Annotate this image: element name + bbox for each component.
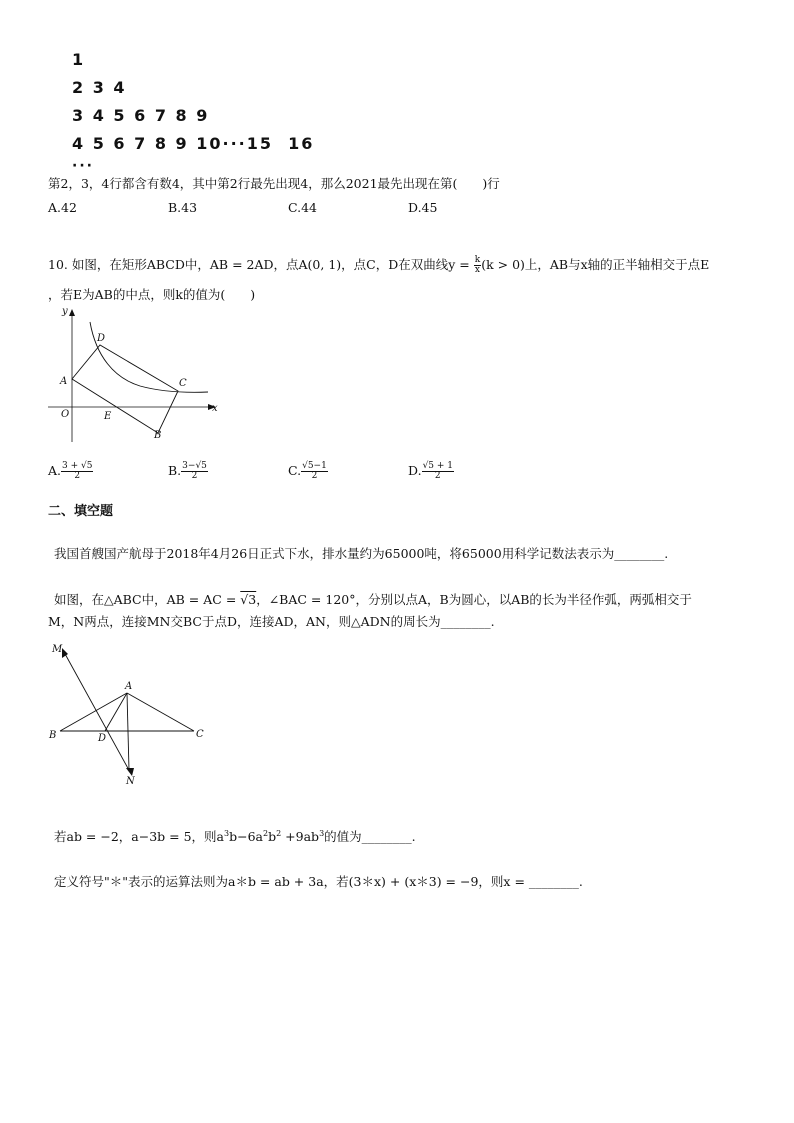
label-m: M [52, 644, 63, 655]
option-prefix: B. [168, 463, 182, 478]
section-title: 二、填空题 [48, 504, 114, 519]
frac-num: 3−√5 [182, 461, 207, 471]
y-axis-arrow [69, 309, 75, 316]
fill3-sup-2: 2 [263, 829, 269, 838]
frac-num: √5 + 1 [422, 461, 454, 471]
q9-option-a: A.42 [48, 200, 77, 215]
fill3-part-e: 的值为________. [324, 829, 416, 845]
q10-figure [44, 304, 224, 446]
fill3-sup-1: 3 [224, 829, 230, 838]
fill3-sup-4: 3 [319, 829, 325, 838]
fill2-part-b: ，∠BAC = 120°，分别以点A，B为圆心，以AB的长为半径作弧，两弧相交于 [256, 592, 692, 607]
frac-den: 2 [434, 471, 441, 481]
rectangle-abcd [72, 345, 178, 433]
number-row-2: 2 3 4 [72, 78, 127, 97]
fill2-sqrt3: √3 [240, 592, 257, 607]
number-row-3: 3 4 5 6 7 8 9 [72, 106, 210, 125]
label-c: C [179, 378, 187, 389]
q10-option-b [168, 462, 208, 481]
arrow-m [62, 648, 68, 658]
label-a: A [60, 376, 68, 387]
option-fraction [61, 462, 93, 481]
label-b: B [49, 730, 57, 741]
option-fraction [422, 462, 454, 481]
label-o: O [61, 409, 70, 420]
option-prefix: A. [48, 463, 62, 478]
option-prefix: D. [408, 463, 422, 478]
fill3-part-b: b−6a [229, 829, 263, 845]
q10-line1-part-b: (k > 0)上，AB与x轴的正半轴相交于点E [481, 257, 710, 272]
q10-line2: ，若E为AB的中点，则k的值为( ) [48, 287, 256, 302]
fill3-sup-3: 2 [276, 829, 282, 838]
q10-option-d [408, 462, 454, 481]
option-fraction [181, 462, 208, 481]
option-fraction [301, 462, 328, 481]
fill-question-2-line1 [54, 592, 692, 608]
frac-num: 3 + √5 [62, 461, 93, 471]
frac-den: 2 [74, 471, 81, 481]
fill2-part-a: 如图，在△ABC中，AB = AC = [54, 592, 241, 607]
q9-option-c: C.44 [288, 200, 317, 215]
frac-num: √5−1 [302, 461, 327, 471]
fill3-part-a: 若ab = −2，a−3b = 5，则a [54, 829, 225, 845]
q10-option-a [48, 462, 93, 481]
fill-question-4: 定义符号"＊"表示的运算法则为a＊b = ab + 3a，若(3＊x) + (x＊3) = −9，则x = ________. [54, 874, 583, 889]
label-e: E [104, 411, 112, 422]
q9-option-d: D.45 [408, 200, 438, 215]
label-y: y [62, 306, 68, 317]
q10-line1-part-a: 10. 如图，在矩形ABCD中，AB = 2AD，点A(0, 1)，点C，D在双曲线y = [48, 257, 474, 272]
option-prefix: C. [288, 463, 302, 478]
hyperbola-curve [90, 322, 208, 392]
frac-den: 2 [191, 471, 198, 481]
fill-question-1: 我国首艘国产航母于2018年4月26日正式下水，排水量约为65000吨，将65000用科学记数法表示为________. [54, 546, 669, 561]
line-mn [64, 652, 133, 772]
label-d: D [98, 733, 107, 744]
label-c: C [196, 729, 204, 740]
segment-ad [105, 693, 127, 731]
label-x: x [212, 403, 218, 414]
number-row-4: 4 5 6 7 8 9 10···15 16 [72, 134, 315, 153]
label-d: D [97, 333, 106, 344]
q10-line1 [48, 256, 709, 275]
arrow-n [126, 768, 134, 776]
number-row-1: 1 [72, 50, 86, 69]
label-n: N [126, 776, 135, 787]
q9-option-b: B.43 [168, 200, 198, 215]
frac-den: 2 [311, 471, 318, 481]
label-b: B [154, 430, 162, 441]
fill3-part-c: b [268, 829, 277, 845]
q10-option-c [288, 462, 328, 481]
fill3-part-d: +9ab [281, 829, 320, 845]
segment-an [127, 693, 129, 770]
segment-ab [60, 693, 127, 731]
label-a: A [125, 681, 133, 692]
fill2-figure [44, 640, 214, 788]
number-row-ellipsis: ··· [72, 158, 94, 174]
fill-question-2-line2: M，N两点，连接MN交BC于点D，连接AD，AN，则△ADN的周长为________. [48, 614, 495, 629]
frac-num: k [474, 255, 481, 265]
q9-stem: 第2，3，4行都含有数4，其中第2行最先出现4，那么2021最先出现在第( )行 [48, 176, 500, 191]
frac-den: x [474, 265, 480, 275]
fill-question-3 [54, 826, 416, 845]
segment-ac [127, 693, 194, 731]
